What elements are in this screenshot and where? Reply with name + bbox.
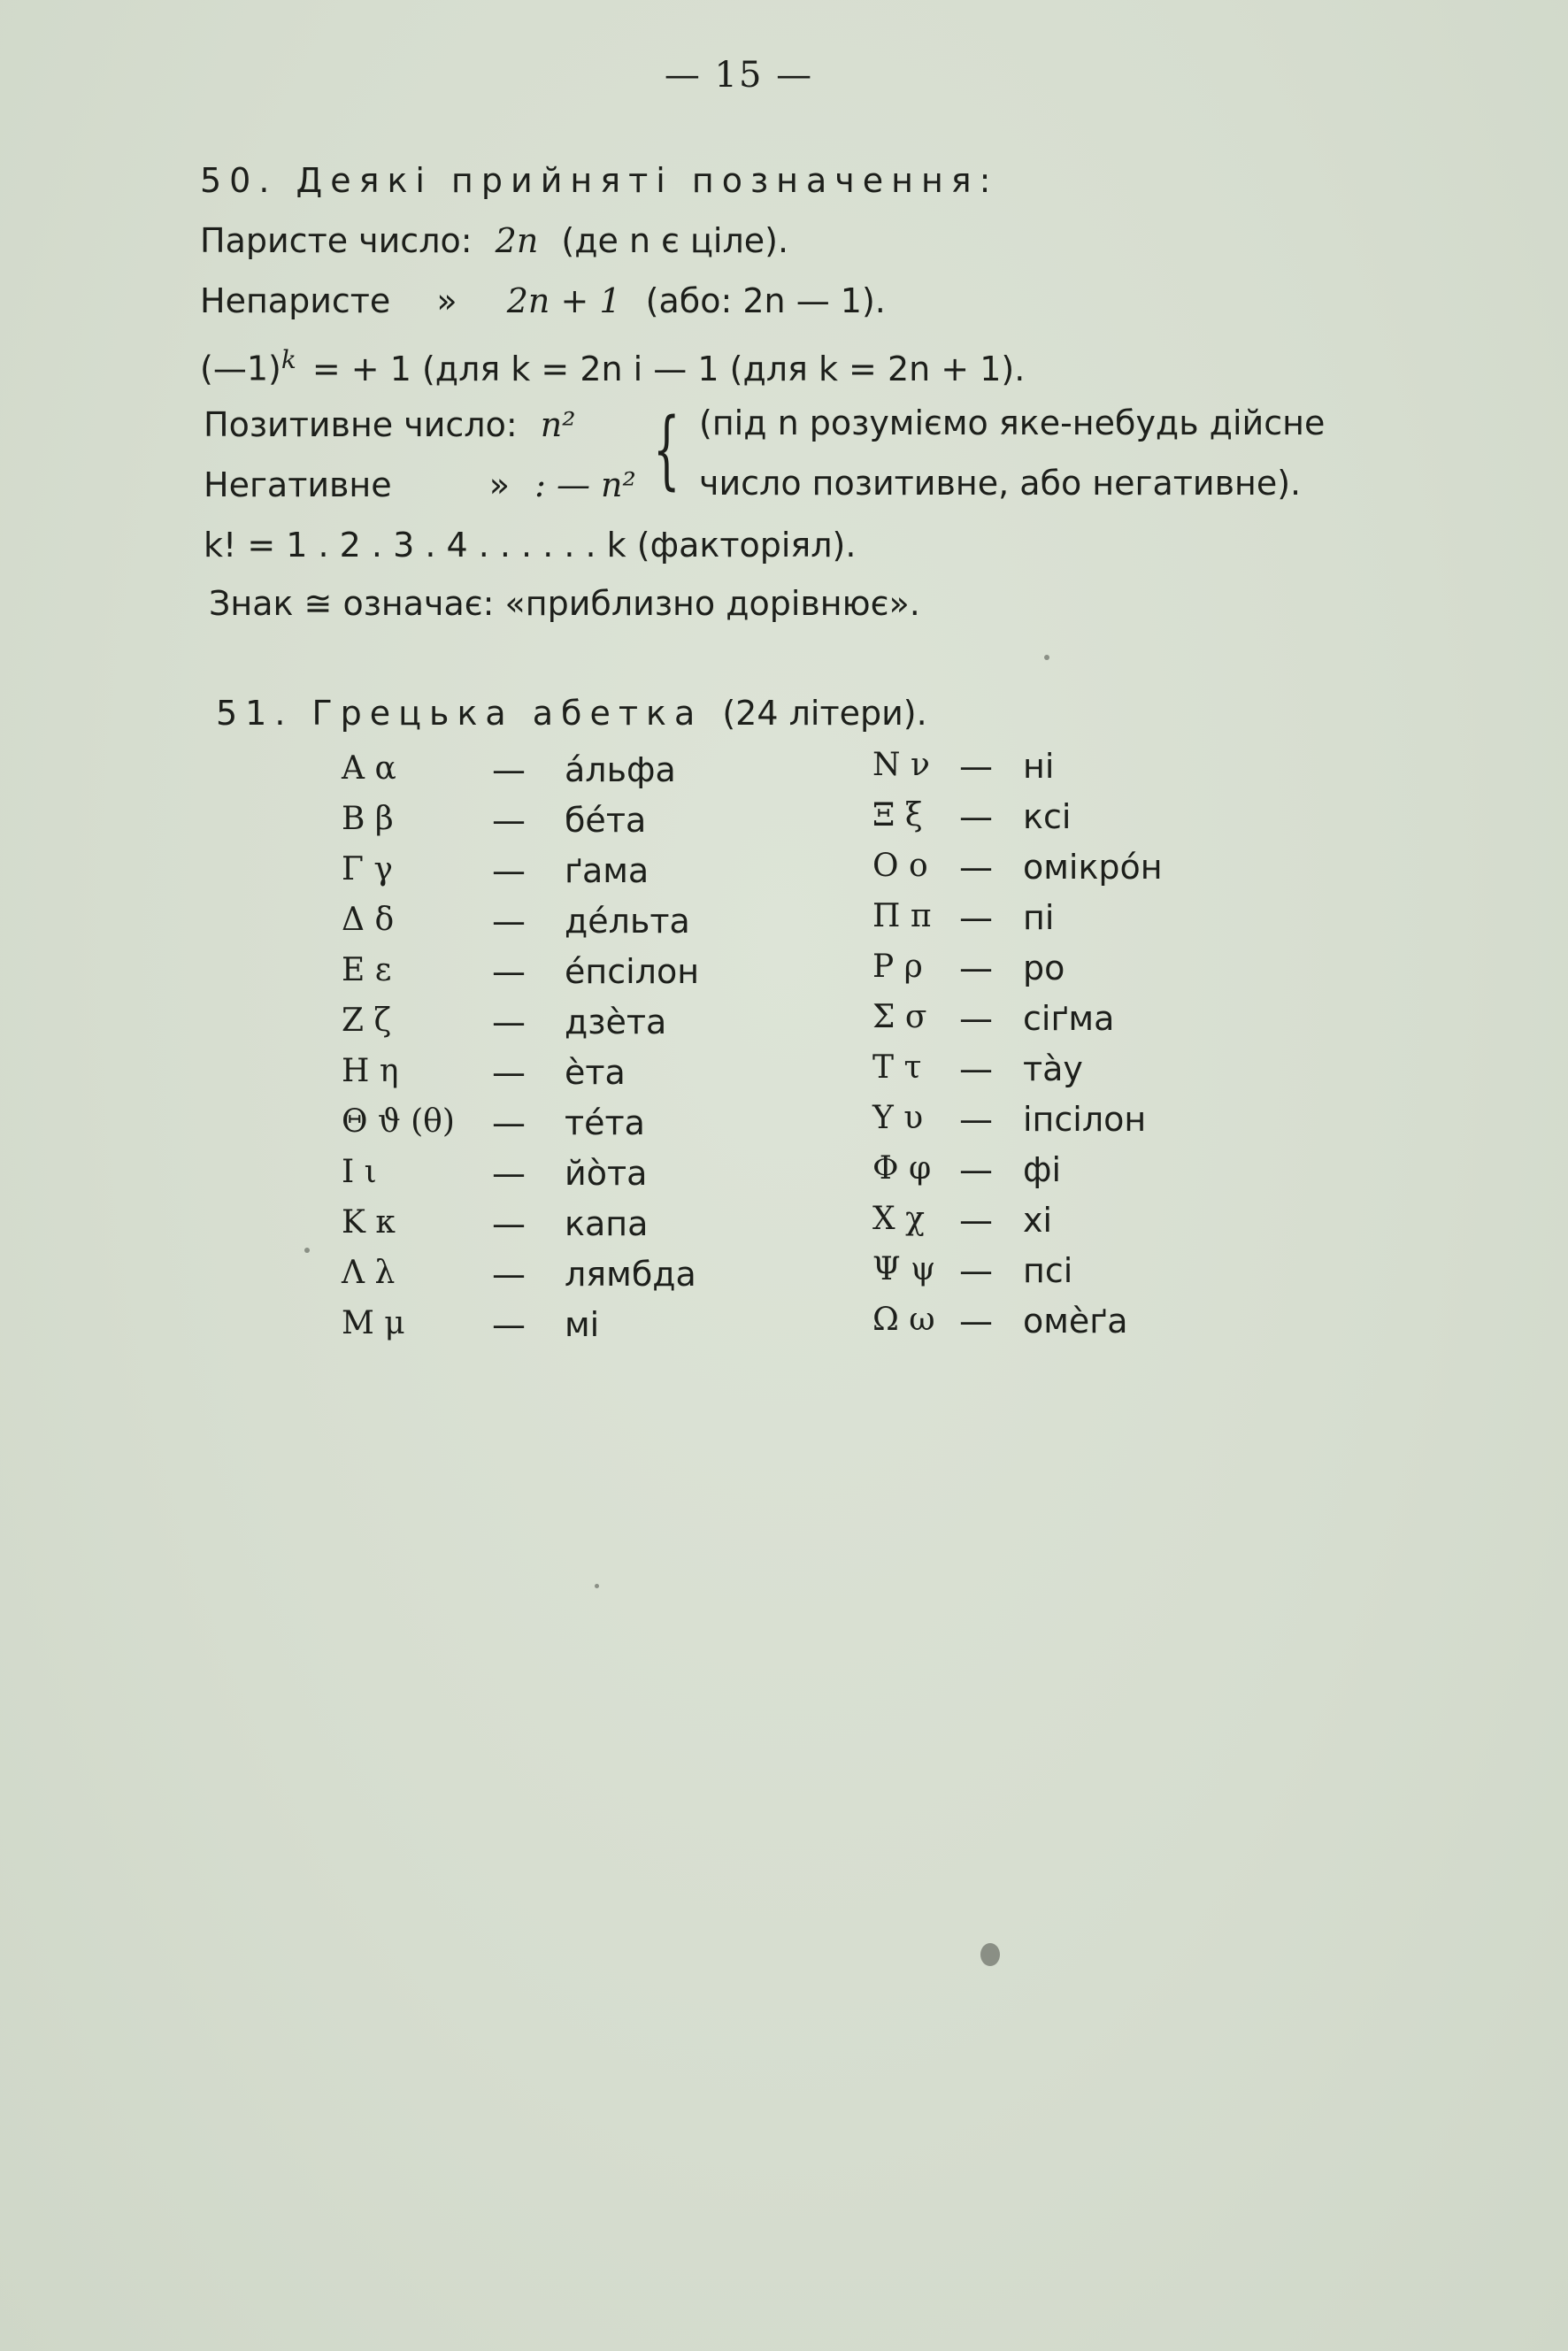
even-number-line	[200, 221, 788, 260]
greek-letter-name: тéта	[565, 1103, 645, 1142]
greek-letter-name: пі	[1023, 898, 1055, 937]
factorial-line: k! = 1 . 2 . 3 . 4 . . . . . . k (факторіял).	[204, 526, 857, 565]
negative-line-left	[204, 465, 636, 504]
page-number: — 15 —	[664, 55, 814, 96]
greek-dash: —	[492, 1103, 526, 1142]
greek-letter-symbols: Φ φ	[872, 1150, 932, 1187]
greek-dash: —	[492, 902, 526, 941]
greek-letter-symbols: Γ γ	[342, 851, 393, 887]
positive-note: (під n розуміємо яке-небудь дійсне	[699, 403, 1326, 442]
positive-line-left	[204, 405, 575, 444]
greek-letter-name: омèґа	[1023, 1302, 1128, 1341]
even-expression: 2n	[495, 221, 539, 260]
scan-speck	[1044, 655, 1049, 660]
greek-dash: —	[959, 1251, 993, 1290]
greek-dash: —	[492, 1003, 526, 1041]
greek-letter-name: ро	[1023, 949, 1065, 987]
negative-expression: : — n²	[534, 465, 636, 504]
greek-letter-name: ні	[1023, 747, 1055, 786]
greek-dash: —	[959, 747, 993, 786]
greek-letter-row	[342, 1003, 961, 1047]
greek-letter-row	[342, 851, 961, 895]
greek-letter-symbols: Π π	[872, 898, 932, 934]
greek-letter-row	[872, 1302, 1492, 1346]
greek-dash: —	[492, 851, 526, 890]
greek-letter-name: ксі	[1023, 797, 1072, 836]
greek-dash: —	[959, 1150, 993, 1189]
greek-letter-row	[872, 1150, 1492, 1195]
section-51-note: (24 літери).	[722, 694, 927, 733]
power-exponent: k	[281, 345, 296, 374]
scan-speck	[595, 1584, 599, 1588]
even-note: (де n є ціле).	[561, 221, 789, 260]
greek-letter-symbols: Ω ω	[872, 1302, 935, 1338]
greek-dash: —	[959, 1201, 993, 1240]
greek-letter-row	[342, 952, 961, 996]
greek-letter-symbols: Ν ν	[872, 747, 930, 783]
section-50-title: 50. Деякі прийняті позначення:	[200, 161, 999, 200]
power-line	[200, 345, 1025, 388]
greek-letter-row	[342, 1103, 961, 1148]
odd-note: (або: 2n — 1).	[645, 281, 886, 320]
greek-letter-symbols: Τ τ	[872, 1049, 922, 1086]
greek-letter-symbols: Ι ι	[342, 1154, 377, 1190]
greek-letter-name: лямбда	[565, 1255, 696, 1294]
greek-letter-symbols: Λ λ	[342, 1255, 396, 1291]
greek-letter-symbols: Ρ ρ	[872, 949, 923, 985]
greek-letter-row	[342, 750, 961, 795]
greek-letter-name: капа	[565, 1204, 649, 1243]
greek-letter-name: іпсілон	[1023, 1100, 1147, 1139]
greek-dash: —	[492, 1305, 526, 1344]
greek-letter-row	[342, 1154, 961, 1198]
greek-letter-symbols: Α α	[342, 750, 396, 787]
greek-letter-row	[872, 1100, 1492, 1144]
odd-number-line	[200, 281, 886, 320]
greek-letter-name: дзèта	[565, 1003, 667, 1041]
section-51-heading	[216, 694, 927, 733]
greek-letter-symbols: Μ μ	[342, 1305, 405, 1341]
curly-brace: {	[653, 400, 680, 499]
odd-label: Непаристе	[200, 281, 391, 320]
greek-letter-row	[342, 902, 961, 946]
greek-letter-row	[872, 999, 1492, 1043]
positive-label: Позитивне число:	[204, 405, 518, 444]
greek-letter-row	[872, 1201, 1492, 1245]
greek-letter-name: йòта	[565, 1154, 648, 1193]
greek-letter-symbols: Ζ ζ	[342, 1003, 391, 1039]
greek-letter-name: сіґма	[1023, 999, 1115, 1038]
power-base: (—1)	[200, 349, 281, 388]
greek-letter-symbols: Ψ ψ	[872, 1251, 936, 1287]
section-51-title: 51. Грецька абетка	[216, 694, 703, 733]
greek-letter-name: псі	[1023, 1251, 1073, 1290]
greek-letter-name: бéта	[565, 801, 647, 840]
greek-dash: —	[959, 1049, 993, 1088]
greek-dash: —	[492, 1255, 526, 1294]
greek-letter-row	[872, 747, 1492, 791]
greek-letter-symbols: Κ κ	[342, 1204, 396, 1241]
negative-label: Негативне	[204, 465, 392, 504]
negative-note: число позитивне, або негативне).	[699, 464, 1302, 503]
greek-dash: —	[959, 949, 993, 987]
greek-letter-name: тàу	[1023, 1049, 1083, 1088]
greek-dash: —	[959, 1302, 993, 1341]
greek-letter-symbols: Υ υ	[872, 1100, 924, 1136]
odd-expression: 2n + 1	[506, 281, 621, 320]
greek-letter-row	[872, 1049, 1492, 1094]
greek-letter-name: éпсілон	[565, 952, 700, 991]
greek-dash: —	[959, 999, 993, 1038]
greek-dash: —	[959, 1100, 993, 1139]
greek-letter-symbols: Η η	[342, 1053, 399, 1089]
greek-letter-name: фі	[1023, 1150, 1062, 1189]
greek-letter-symbols: Θ ϑ (θ)	[342, 1103, 455, 1140]
scan-speck	[304, 1248, 310, 1253]
greek-letter-symbols: Ε ε	[342, 952, 392, 988]
greek-letter-row	[872, 797, 1492, 841]
greek-letter-symbols: Β β	[342, 801, 394, 837]
scan-speck	[980, 1943, 1000, 1966]
greek-letter-row	[342, 1305, 961, 1349]
greek-letter-name: ґама	[565, 851, 649, 890]
greek-letter-name: мі	[565, 1305, 600, 1344]
greek-dash: —	[492, 952, 526, 991]
greek-dash: —	[492, 1053, 526, 1092]
greek-dash: —	[959, 898, 993, 937]
power-rest: = + 1 (для k = 2n і — 1 (для k = 2n + 1).	[311, 349, 1026, 388]
greek-letter-row	[342, 1204, 961, 1248]
greek-dash: —	[492, 750, 526, 789]
greek-dash: —	[492, 801, 526, 840]
greek-letter-symbols: Χ χ	[872, 1201, 925, 1237]
approx-line: Знак ≅ означає: «приблизно дорівнює».	[209, 584, 920, 623]
greek-letter-row	[872, 898, 1492, 942]
positive-expression: n²	[540, 405, 576, 444]
greek-letter-symbols: Δ δ	[342, 902, 395, 938]
greek-letter-row	[872, 949, 1492, 993]
greek-letter-name: дéльта	[565, 902, 690, 941]
greek-letter-symbols: Ο ο	[872, 848, 928, 884]
greek-dash: —	[959, 797, 993, 836]
greek-letter-row	[342, 1053, 961, 1097]
greek-letter-symbols: Ξ ξ	[872, 797, 923, 834]
odd-ditto: »	[436, 281, 457, 320]
greek-dash: —	[492, 1154, 526, 1193]
greek-dash: —	[959, 848, 993, 887]
greek-letter-row	[872, 848, 1492, 892]
greek-letter-row	[342, 1255, 961, 1299]
greek-letter-symbols: Σ σ	[872, 999, 927, 1035]
greek-letter-row	[342, 801, 961, 845]
even-label: Паристе число:	[200, 221, 473, 260]
greek-letter-name: омікрóн	[1023, 848, 1163, 887]
greek-letter-name: èта	[565, 1053, 626, 1092]
greek-letter-row	[872, 1251, 1492, 1295]
greek-letter-name: áльфа	[565, 750, 676, 789]
greek-letter-name: хі	[1023, 1201, 1053, 1240]
negative-ditto: »	[488, 465, 510, 504]
greek-dash: —	[492, 1204, 526, 1243]
